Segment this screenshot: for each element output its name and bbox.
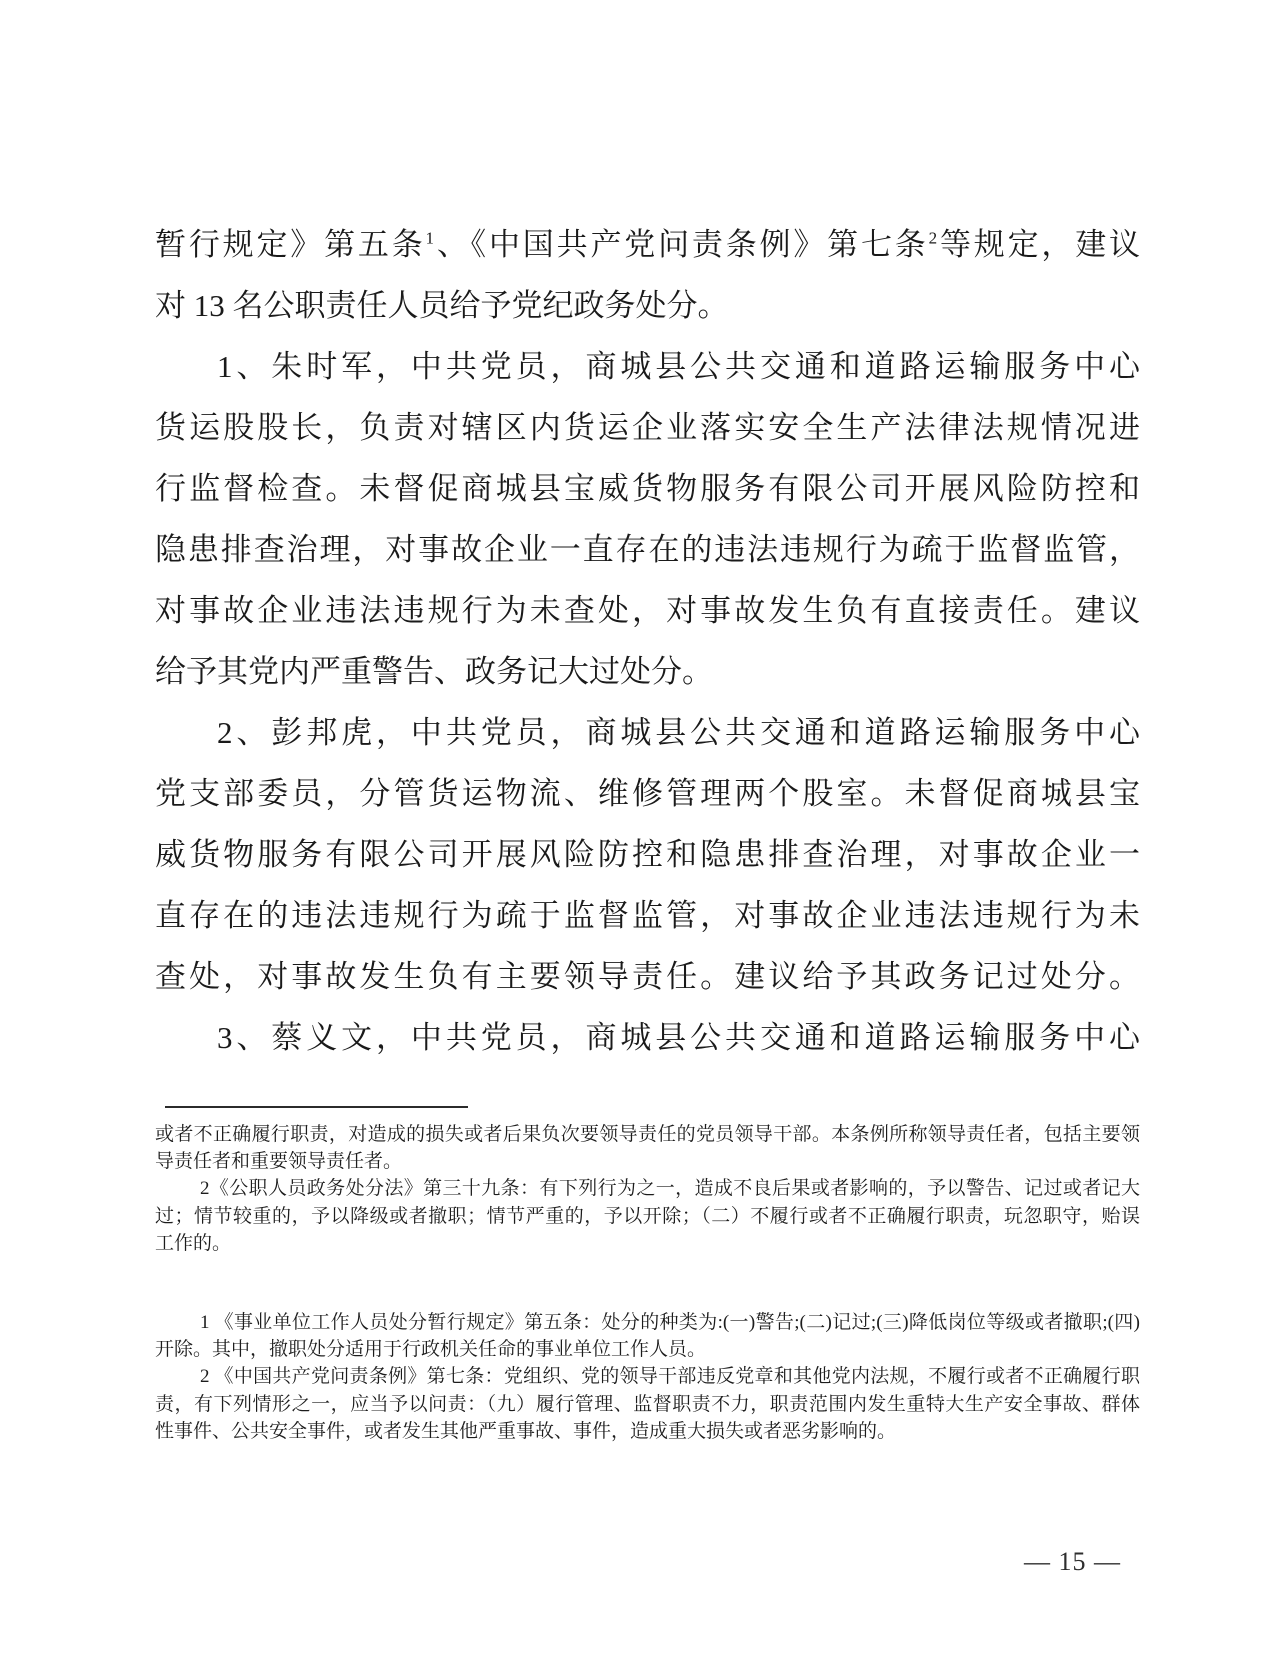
- footnote-line: 过；情节较重的，予以降级或者撤职；情节严重的，予以开除；（二）不履行或者不正确履行职责，玩忽职守，贻误: [155, 1205, 1140, 1227]
- body-line: 对事故企业违法违规行为未查处，对事故发生负有直接责任。建议: [155, 593, 1140, 628]
- body-line: 威货物服务有限公司开展风险防控和隐患排查治理，对事故企业一: [155, 837, 1140, 872]
- footnote-line: 责，有下列情形之一，应当予以问责：（九）履行管理、监督职责不力，职责范围内发生重特大生产安全事故、群体: [155, 1393, 1140, 1415]
- body-line: 行监督检查。未督促商城县宝威货物服务有限公司开展风险防控和: [155, 471, 1140, 506]
- footnote-line: 导责任者和重要领导责任者。: [155, 1151, 403, 1173]
- page-number: — 15 —: [1024, 1547, 1121, 1576]
- text-segment: 、《中国共产党问责条例》第七条: [434, 227, 929, 262]
- text-segment: 暂行规定》第五条: [155, 227, 426, 262]
- footnote-block-current: [155, 1309, 1140, 1445]
- footnote-ref-1: 1: [425, 228, 435, 248]
- text-segment: 等规定，建议: [937, 227, 1141, 262]
- body-line: 货运股股长，负责对辖区内货运企业落实安全生产法律法规情况进: [155, 410, 1140, 445]
- footnote-line: 开除。其中，撤职处分适用于行政机关任命的事业单位工作人员。: [155, 1339, 707, 1361]
- footnote-block-continued: [155, 1121, 1140, 1257]
- footnote-line: 工作的。: [155, 1232, 232, 1254]
- body-line: 1、朱时军，中共党员，商城县公共交通和道路运输服务中心: [217, 349, 1140, 384]
- body-line: 对 13 名公职责任人员给予党纪政务处分。: [155, 288, 729, 323]
- footnote-line: 或者不正确履行职责，对造成的损失或者后果负次要领导责任的党员领导干部。本条例所称领导责任者，包括主要领: [155, 1124, 1140, 1145]
- body-line: 直存在的违法违规行为疏于监督监管，对事故企业违法违规行为未: [155, 898, 1140, 933]
- body-line: 2、彭邦虎，中共党员，商城县公共交通和道路运输服务中心: [217, 715, 1140, 750]
- footnote-separator-rule: [165, 1106, 468, 1108]
- body-line: 查处，对事故发生负有主要领导责任。建议给予其政务记过处分。: [155, 959, 1140, 994]
- body-line: 党支部委员，分管货运物流、维修管理两个股室。未督促商城县宝: [155, 776, 1140, 811]
- body-line: [155, 214, 1140, 275]
- footnote-line: 2 《中国共产党问责条例》第七条：党组织、党的领导干部违反党章和其他党内法规，不履行或者不正确履行职: [200, 1366, 1140, 1388]
- body-line: 隐患排查治理，对事故企业一直存在的违法违规行为疏于监督监管，: [155, 532, 1140, 567]
- body-text: [155, 214, 1140, 1068]
- footnote-line: 2《公职人员政务处分法》第三十九条：有下列行为之一，造成不良后果或者影响的，予以警告、记过或者记大: [200, 1178, 1140, 1200]
- body-line: 3、蔡义文，中共党员，商城县公共交通和道路运输服务中心: [217, 1020, 1140, 1055]
- footnote-line: 1 《事业单位工作人员处分暂行规定》第五条：处分的种类为:(一)警告;(二)记过;(三)降低岗位等级或者撤职;(四): [200, 1312, 1140, 1333]
- body-line: 给予其党内严重警告、政务记大过处分。: [155, 654, 713, 689]
- footnote-line: 性事件、公共安全事件，或者发生其他严重事故、事件，造成重大损失或者恶劣影响的。: [155, 1420, 897, 1442]
- footnote-ref-2: 2: [928, 228, 938, 248]
